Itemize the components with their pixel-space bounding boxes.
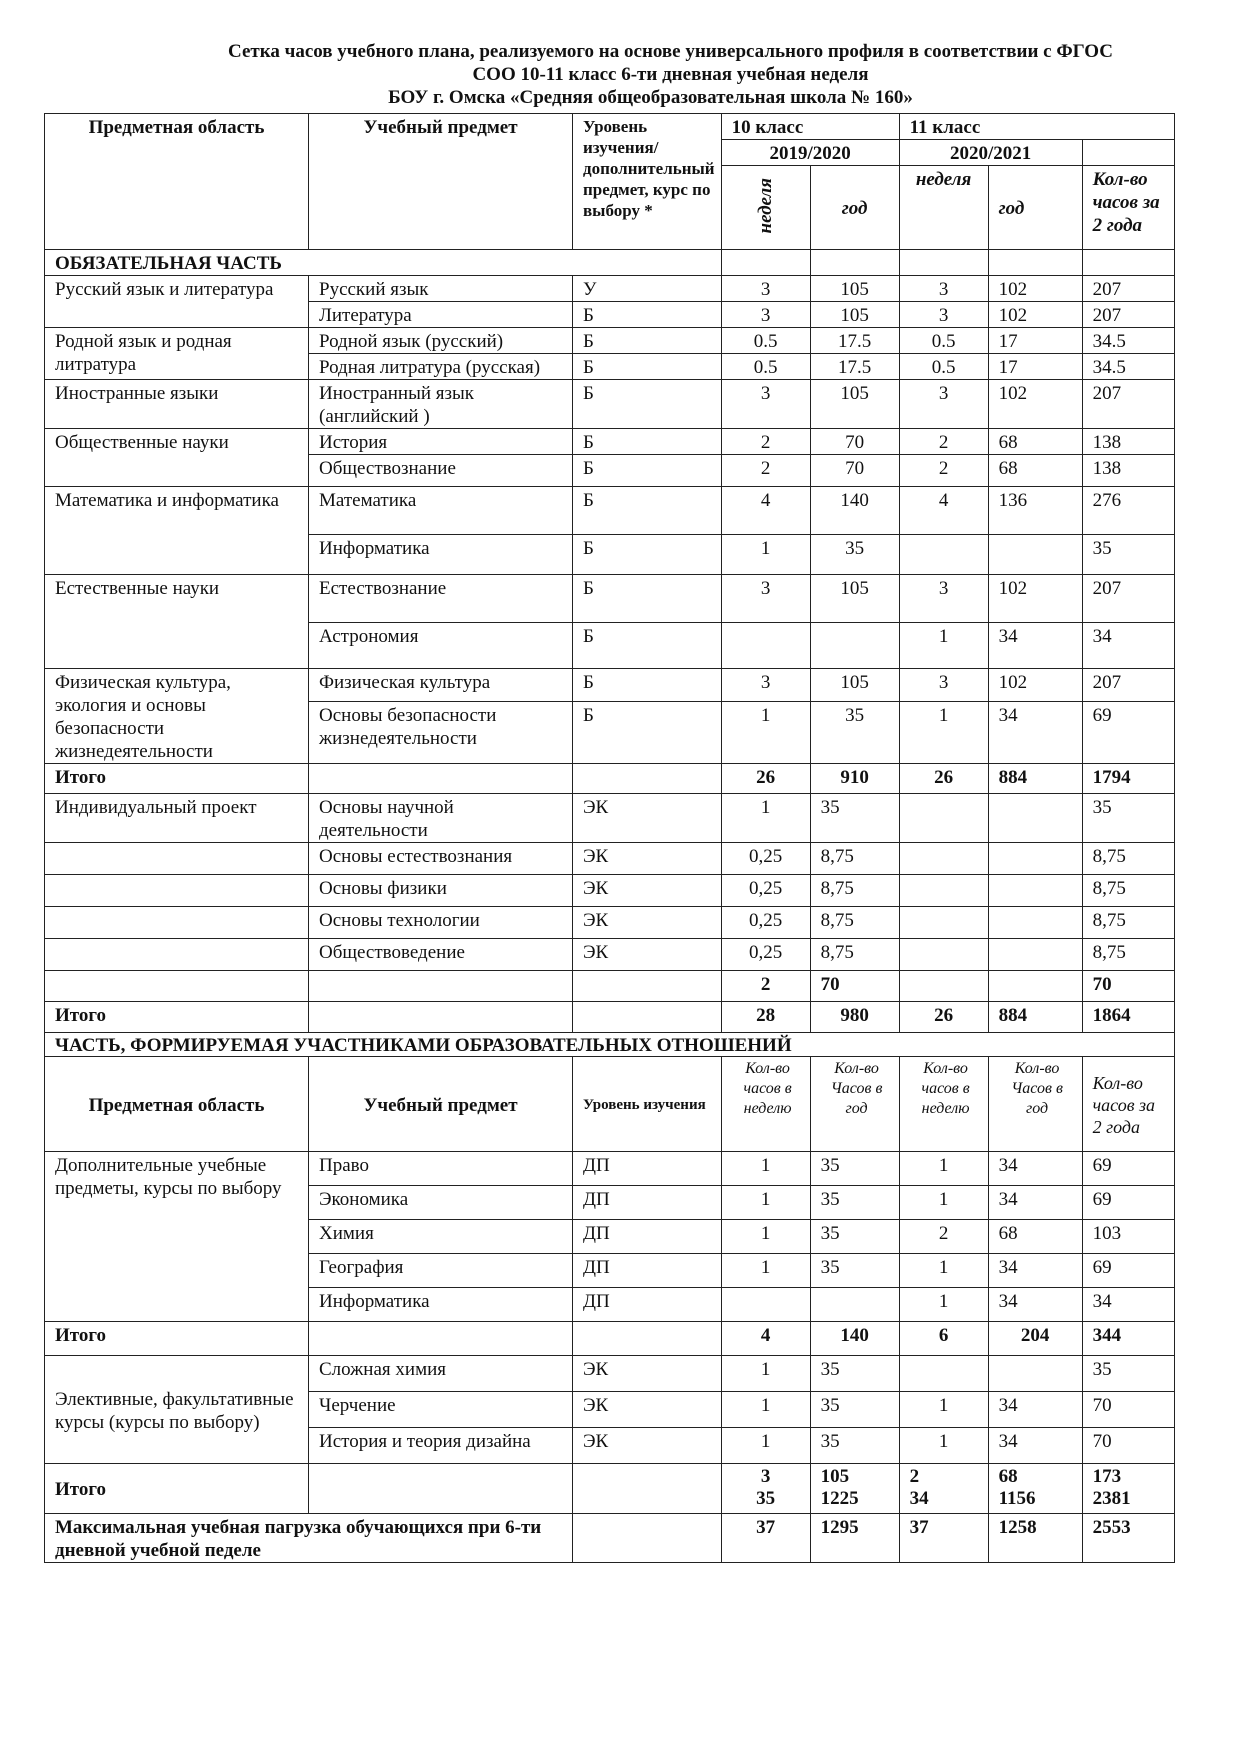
subtotal-cell: 70 (1082, 971, 1174, 1002)
table-row (45, 669, 1175, 702)
value-cell: 1 (721, 1186, 810, 1220)
max-cell: 1258 (988, 1514, 1082, 1563)
value-cell: 34 (988, 1428, 1082, 1464)
value-cell (988, 875, 1082, 907)
area-name: Элективные, факультативные курсы (курсы по выбору) (45, 1356, 309, 1464)
value-cell: 35 (1082, 535, 1174, 575)
total-cell: 1225 (820, 1488, 859, 1509)
value-cell: 68 (988, 1220, 1082, 1254)
total-cell: 105 (820, 1466, 850, 1487)
value-cell (810, 1288, 899, 1322)
value-cell: 1 (899, 1254, 988, 1288)
value-cell: 1 (721, 1254, 810, 1288)
value-cell (810, 623, 899, 669)
value-cell: 1 (899, 1186, 988, 1220)
level-code: Б (573, 429, 722, 455)
opt-header-y11: Кол-во Часов в год (988, 1057, 1082, 1152)
header-year-col-11: год (988, 166, 1082, 250)
value-cell (899, 535, 988, 575)
value-cell: 34 (1082, 623, 1174, 669)
subject-name: Обществоведение (309, 939, 573, 971)
value-cell: 70 (1082, 1428, 1174, 1464)
total-cell: 884 (988, 764, 1082, 794)
total-cell: 26 (721, 764, 810, 794)
total-cell: 68 (998, 1466, 1018, 1487)
level-code: Б (573, 575, 722, 623)
total-cell: 2 (909, 1466, 920, 1487)
title-line-1: Сетка часов учебного плана, реализуемого на основе универсального профиля в соответствии с ФГОС (227, 41, 1114, 62)
value-cell: 34 (988, 1186, 1082, 1220)
subject-name: Право (309, 1152, 573, 1186)
section-mandatory: ОБЯЗАТЕЛЬНАЯ ЧАСТЬ (45, 250, 722, 276)
total-cell: 910 (810, 764, 899, 794)
value-cell: 0,25 (721, 843, 810, 875)
level-code: ЭК (573, 843, 722, 875)
value-cell: 35 (810, 1392, 899, 1428)
area-name: Родной язык и родная литратура (45, 328, 309, 380)
value-cell: 138 (1082, 429, 1174, 455)
value-cell: 69 (1082, 1186, 1174, 1220)
value-cell: 1 (899, 623, 988, 669)
value-cell (988, 939, 1082, 971)
value-cell: 136 (988, 487, 1082, 535)
subject-name: Обществознание (309, 455, 573, 487)
value-cell: 140 (810, 487, 899, 535)
opt-header-w11: Кол-во часов в неделю (899, 1057, 988, 1152)
total-cell: 344 (1082, 1322, 1174, 1356)
total-label: Итого (45, 1464, 309, 1514)
table-row (45, 1152, 1175, 1186)
value-cell (988, 794, 1082, 843)
value-cell: 34 (988, 702, 1082, 764)
value-cell: 1 (721, 535, 810, 575)
total-cell: 28 (721, 1002, 810, 1033)
subject-name: Родной язык (русский) (309, 328, 573, 354)
value-cell: 35 (1082, 794, 1174, 843)
subject-name: Основы технологии (309, 907, 573, 939)
max-cell: 2553 (1082, 1514, 1174, 1563)
value-cell (899, 1356, 988, 1392)
area-name: Русский язык и литература (45, 276, 309, 328)
value-cell (899, 843, 988, 875)
header-grade-11: 11 класс (899, 114, 1174, 140)
value-cell (988, 535, 1082, 575)
level-code: ДП (573, 1288, 722, 1322)
total-cell: 3 (760, 1466, 771, 1487)
table-row (45, 907, 1175, 939)
value-cell (988, 907, 1082, 939)
value-cell: 276 (1082, 487, 1174, 535)
level-code: Б (573, 623, 722, 669)
value-cell: 34 (988, 623, 1082, 669)
value-cell: 35 (810, 1428, 899, 1464)
value-cell: 70 (1082, 1392, 1174, 1428)
value-cell: 8,75 (810, 843, 899, 875)
level-code: ДП (573, 1220, 722, 1254)
value-cell: 0.5 (899, 354, 988, 380)
total-cell: 35 (756, 1488, 776, 1509)
header-level: Уровень изучения/ дополнительный предмет, курс по выбору * (573, 114, 722, 250)
curriculum-table (44, 113, 1175, 1563)
value-cell: 1 (899, 1392, 988, 1428)
value-cell: 68 (988, 455, 1082, 487)
header-week-10: неделя (755, 177, 777, 234)
max-cell: 1295 (810, 1514, 899, 1563)
area-name: Иностранные языки (45, 380, 309, 429)
opt-header-subject: Учебный предмет (309, 1057, 573, 1152)
level-code: Б (573, 328, 722, 354)
subject-name: Русский язык (309, 276, 573, 302)
total-label: Итого (45, 1002, 309, 1033)
max-cell: 37 (899, 1514, 988, 1563)
value-cell: 105 (810, 380, 899, 429)
level-code: Б (573, 702, 722, 764)
value-cell: 3 (721, 276, 810, 302)
opt-header-level: Уровень изучения (573, 1057, 722, 1152)
value-cell (899, 939, 988, 971)
total-cell: 6 (899, 1322, 988, 1356)
value-cell: 35 (810, 1220, 899, 1254)
level-code: У (573, 276, 722, 302)
value-cell: 35 (1082, 1356, 1174, 1392)
subject-name: Литература (309, 302, 573, 328)
area-name: Физическая культура, экология и основы безопасности жизнедеятельности (45, 669, 309, 764)
table-row (45, 429, 1175, 455)
value-cell: 138 (1082, 455, 1174, 487)
value-cell: 207 (1082, 302, 1174, 328)
value-cell: 35 (810, 535, 899, 575)
value-cell: 1 (721, 1356, 810, 1392)
value-cell (899, 875, 988, 907)
value-cell: 1 (721, 794, 810, 843)
value-cell: 1 (721, 1392, 810, 1428)
header-empty (1082, 140, 1174, 166)
opt-header-y10: Кол-во Часов в год (810, 1057, 899, 1152)
subject-name: История (309, 429, 573, 455)
value-cell: 0.5 (721, 354, 810, 380)
level-code: ЭК (573, 1356, 722, 1392)
table-row (45, 875, 1175, 907)
header-week-11: неделя (899, 166, 988, 250)
value-cell: 105 (810, 575, 899, 623)
value-cell: 34 (988, 1288, 1082, 1322)
value-cell: 8,75 (810, 907, 899, 939)
subject-name: Черчение (309, 1392, 573, 1428)
value-cell: 8,75 (1082, 843, 1174, 875)
table-row (45, 380, 1175, 429)
value-cell: 8,75 (810, 875, 899, 907)
title-line-3: БОУ г. Омска «Средняя общеобразовательная школа № 160» (388, 87, 913, 108)
value-cell: 4 (721, 487, 810, 535)
title-line-2: СОО 10-11 класс 6-ти дневная учебная неделя (472, 64, 869, 85)
total-cell: 26 (899, 764, 988, 794)
area-name: Математика и информатика (45, 487, 309, 575)
subject-name: Естествознание (309, 575, 573, 623)
value-cell: 102 (988, 276, 1082, 302)
table-row (45, 575, 1175, 623)
value-cell: 69 (1082, 702, 1174, 764)
table-row (45, 328, 1175, 354)
value-cell: 1 (721, 1428, 810, 1464)
value-cell: 34 (988, 1392, 1082, 1428)
table-row (45, 843, 1175, 875)
value-cell: 70 (810, 429, 899, 455)
subject-name: Иностранный язык (английский ) (309, 380, 573, 429)
subject-name: Основы безопасности жизнедеятельности (309, 702, 573, 764)
level-code: Б (573, 455, 722, 487)
value-cell: 35 (810, 702, 899, 764)
table-row (45, 794, 1175, 843)
empty-cell (45, 939, 309, 971)
value-cell: 35 (810, 1186, 899, 1220)
value-cell: 17.5 (810, 354, 899, 380)
subject-name: Астрономия (309, 623, 573, 669)
subject-name: География (309, 1254, 573, 1288)
area-name: Естественные науки (45, 575, 309, 669)
value-cell: 0.5 (721, 328, 810, 354)
opt-header-w10: Кол-во часов в неделю (721, 1057, 810, 1152)
value-cell: 102 (988, 669, 1082, 702)
value-cell: 2 (899, 455, 988, 487)
level-code: Б (573, 380, 722, 429)
value-cell: 34 (988, 1254, 1082, 1288)
value-cell: 70 (810, 455, 899, 487)
value-cell: 3 (899, 276, 988, 302)
value-cell (899, 794, 988, 843)
total-cell: 980 (810, 1002, 899, 1033)
value-cell: 0,25 (721, 875, 810, 907)
value-cell: 35 (810, 794, 899, 843)
value-cell (899, 907, 988, 939)
value-cell: 0,25 (721, 939, 810, 971)
value-cell: 105 (810, 302, 899, 328)
level-code: Б (573, 487, 722, 535)
section-optional: ЧАСТЬ, ФОРМИРУЕМАЯ УЧАСТНИКАМИ ОБРАЗОВАТЕЛЬНЫХ ОТНОШЕНИЙ (45, 1033, 1175, 1057)
total-cell: 34 (909, 1488, 929, 1509)
value-cell (721, 623, 810, 669)
value-cell: 17.5 (810, 328, 899, 354)
total-cell: 204 (988, 1322, 1082, 1356)
subject-name: Сложная химия (309, 1356, 573, 1392)
value-cell (988, 843, 1082, 875)
level-code: ДП (573, 1186, 722, 1220)
value-cell: 1 (721, 1152, 810, 1186)
value-cell: 3 (721, 669, 810, 702)
value-cell: 2 (721, 455, 810, 487)
empty-cell (45, 907, 309, 939)
subject-name: Основы научной деятельности (309, 794, 573, 843)
value-cell: 102 (988, 302, 1082, 328)
area-name: Дополнительные учебные предметы, курсы по выбору (45, 1152, 309, 1322)
total-label: Итого (45, 1322, 309, 1356)
empty-cell (45, 843, 309, 875)
level-code: Б (573, 669, 722, 702)
value-cell: 8,75 (1082, 939, 1174, 971)
total-cell: 140 (810, 1322, 899, 1356)
value-cell: 3 (899, 380, 988, 429)
subject-name: Математика (309, 487, 573, 535)
max-load-label: Максимальная учебная пагрузка обучающихся при 6-ти дневной учебной педеле (45, 1514, 573, 1563)
value-cell: 102 (988, 575, 1082, 623)
subject-name: Экономика (309, 1186, 573, 1220)
value-cell: 207 (1082, 575, 1174, 623)
value-cell: 17 (988, 328, 1082, 354)
value-cell: 3 (721, 380, 810, 429)
value-cell: 1 (721, 702, 810, 764)
total-cell: 1864 (1082, 1002, 1174, 1033)
area-name: Индивидуальный проект (45, 794, 309, 843)
header-grade-10: 10 класс (721, 114, 899, 140)
subject-name: Основы физики (309, 875, 573, 907)
level-code: ЭК (573, 1392, 722, 1428)
value-cell: 8,75 (1082, 907, 1174, 939)
value-cell: 34 (1082, 1288, 1174, 1322)
value-cell (988, 1356, 1082, 1392)
value-cell: 105 (810, 669, 899, 702)
value-cell: 2 (899, 1220, 988, 1254)
subtotal-cell: 70 (810, 971, 899, 1002)
max-cell: 37 (721, 1514, 810, 1563)
value-cell: 68 (988, 429, 1082, 455)
level-code: ЭК (573, 907, 722, 939)
subject-name: Родная литратура (русская) (309, 354, 573, 380)
value-cell: 1 (899, 1152, 988, 1186)
value-cell: 207 (1082, 276, 1174, 302)
value-cell: 17 (988, 354, 1082, 380)
opt-header-area: Предметная область (45, 1057, 309, 1152)
table-row (45, 276, 1175, 302)
header-year-11: 2020/2021 (899, 140, 1082, 166)
value-cell: 1 (899, 1288, 988, 1322)
header-year-col-10: год (810, 166, 899, 250)
value-cell: 1 (721, 1220, 810, 1254)
value-cell: 105 (810, 276, 899, 302)
total-cell: 1794 (1082, 764, 1174, 794)
value-cell: 102 (988, 380, 1082, 429)
table-row (45, 939, 1175, 971)
value-cell: 3 (899, 575, 988, 623)
level-code: Б (573, 354, 722, 380)
value-cell: 34.5 (1082, 354, 1174, 380)
header-total-2: Кол-во часов за 2 года (1082, 166, 1174, 250)
subject-name: Физическая культура (309, 669, 573, 702)
level-code: ЭК (573, 875, 722, 907)
level-code: ЭК (573, 939, 722, 971)
value-cell: 0,25 (721, 907, 810, 939)
value-cell: 2 (721, 429, 810, 455)
document-title (0, 40, 1241, 109)
opt-header-tot: Кол-во часов за 2 года (1082, 1057, 1174, 1152)
value-cell: 207 (1082, 380, 1174, 429)
subtotal-cell: 2 (721, 971, 810, 1002)
total-label: Итого (45, 764, 309, 794)
value-cell: 3 (721, 302, 810, 328)
value-cell: 3 (899, 669, 988, 702)
value-cell: 3 (721, 575, 810, 623)
subject-name: Основы естествознания (309, 843, 573, 875)
value-cell: 0.5 (899, 328, 988, 354)
subject-name: Информатика (309, 1288, 573, 1322)
level-code: ДП (573, 1254, 722, 1288)
total-cell: 4 (721, 1322, 810, 1356)
value-cell: 207 (1082, 669, 1174, 702)
value-cell: 35 (810, 1254, 899, 1288)
value-cell (721, 1288, 810, 1322)
value-cell: 4 (899, 487, 988, 535)
total-cell: 2381 (1092, 1488, 1131, 1509)
value-cell: 1 (899, 702, 988, 764)
value-cell: 8,75 (1082, 875, 1174, 907)
value-cell: 2 (899, 429, 988, 455)
value-cell: 69 (1082, 1254, 1174, 1288)
value-cell: 3 (899, 302, 988, 328)
total-cell: 884 (988, 1002, 1082, 1033)
level-code: ЭК (573, 794, 722, 843)
level-code: ЭК (573, 1428, 722, 1464)
total-cell: 26 (899, 1002, 988, 1033)
value-cell: 103 (1082, 1220, 1174, 1254)
table-row (45, 487, 1175, 535)
value-cell: 35 (810, 1152, 899, 1186)
subject-name: Информатика (309, 535, 573, 575)
total-cell: 1156 (998, 1488, 1036, 1509)
header-area: Предметная область (45, 114, 309, 250)
value-cell: 8,75 (810, 939, 899, 971)
subject-name: Химия (309, 1220, 573, 1254)
header-subject: Учебный предмет (309, 114, 573, 250)
level-code: ДП (573, 1152, 722, 1186)
header-year-10: 2019/2020 (721, 140, 899, 166)
table-row (45, 1356, 1175, 1392)
total-cell: 173 (1092, 1466, 1122, 1487)
value-cell: 34.5 (1082, 328, 1174, 354)
empty-cell (45, 875, 309, 907)
level-code: Б (573, 535, 722, 575)
level-code: Б (573, 302, 722, 328)
value-cell: 34 (988, 1152, 1082, 1186)
value-cell: 69 (1082, 1152, 1174, 1186)
area-name: Общественные науки (45, 429, 309, 487)
subject-name: История и теория дизайна (309, 1428, 573, 1464)
value-cell: 1 (899, 1428, 988, 1464)
value-cell: 35 (810, 1356, 899, 1392)
